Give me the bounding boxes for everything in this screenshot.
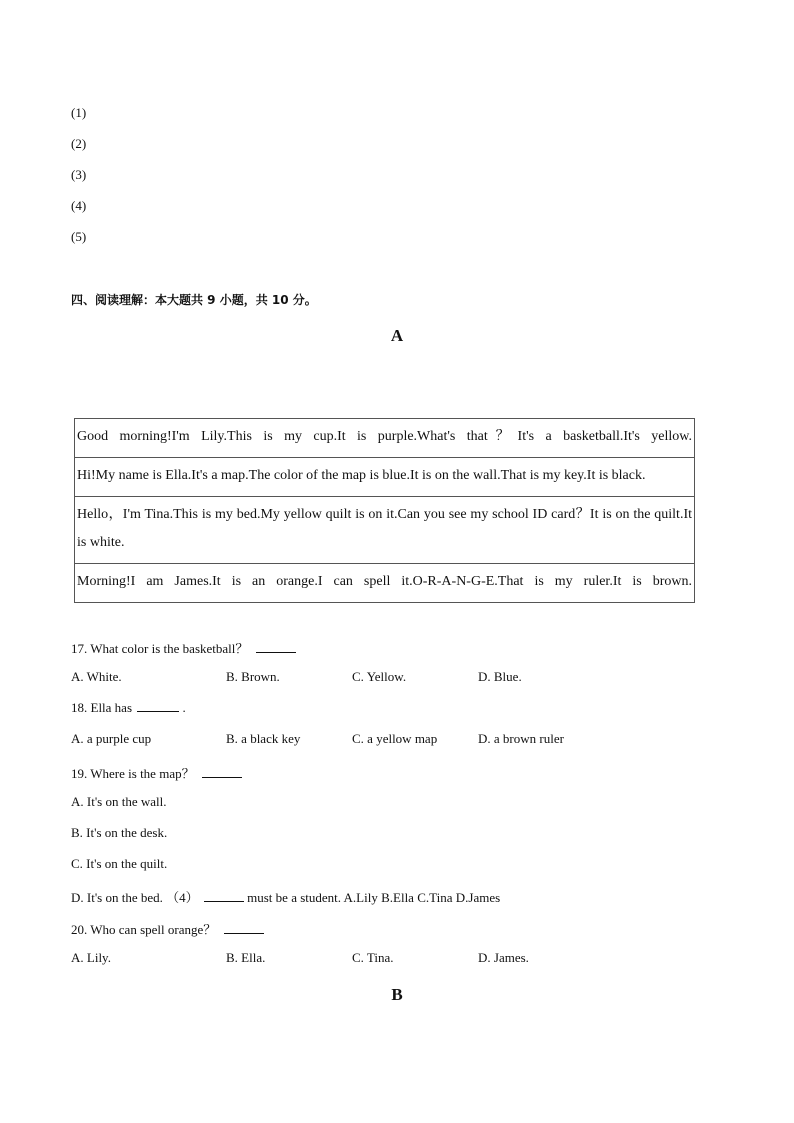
q18-option-d: D. a brown ruler	[478, 731, 564, 746]
embedded-question-4: must be a student. A.Lily B.Ella C.Tina D.James	[247, 890, 501, 905]
answer-blank	[256, 652, 296, 653]
passage-ella: Hi!My name is Ella.It's a map.The color of the map is blue.It is on the wall.That is my key.It is black.	[75, 458, 695, 497]
answer-blank	[224, 933, 264, 934]
question-18-period: .	[182, 700, 186, 715]
answer-blank	[202, 777, 242, 778]
answer-line-3: (3)	[71, 167, 87, 182]
q18-option-a: A. a purple cup	[71, 731, 152, 746]
question-17-stem: 17. What color is the basketball？	[71, 641, 249, 656]
question-19	[71, 763, 242, 782]
question-17	[71, 638, 296, 657]
q20-option-d: D. James.	[478, 950, 529, 965]
q19-option-a: A. It's on the wall.	[71, 794, 167, 809]
passage-b-heading: B	[391, 985, 403, 1004]
q17-option-d: D. Blue.	[478, 669, 522, 684]
answer-line-1: (1)	[71, 105, 87, 120]
q20-option-b: B. Ella.	[226, 950, 266, 965]
answer-line-5: (5)	[71, 229, 87, 244]
question-18-stem: 18. Ella has	[71, 700, 133, 715]
passage-a-heading: A	[390, 326, 404, 345]
question-20-stem: 20. Who can spell orange？	[71, 922, 217, 937]
q18-option-b: B. a black key	[226, 731, 301, 746]
q17-option-a: A. White.	[71, 669, 122, 684]
answer-blank	[137, 711, 179, 712]
answer-blank	[204, 901, 244, 902]
passage-table	[74, 418, 695, 603]
passage-tina: Hello，I'm Tina.This is my bed.My yellow quilt is on it.Can you see my school ID card？It is on the quilt.It is white.	[75, 497, 695, 564]
q19-option-d	[71, 887, 500, 906]
question-20	[71, 919, 264, 938]
q17-option-c: C. Yellow.	[352, 669, 407, 684]
question-18	[71, 700, 186, 716]
passage-lily: Good morning!I'm Lily.This is my cup.It is purple.What's that？It's a basketball.It's yellow.	[75, 419, 695, 458]
passage-row	[75, 419, 695, 458]
q19-option-c: C. It's on the quilt.	[71, 856, 168, 871]
q20-option-c: C. Tina.	[352, 950, 394, 965]
q17-option-b: B. Brown.	[226, 669, 280, 684]
answer-line-2: (2)	[71, 136, 87, 151]
q19-option-d-text: D. It's on the bed. （4）	[71, 890, 199, 905]
passage-row	[75, 497, 695, 564]
q18-option-c: C. a yellow map	[352, 731, 438, 746]
passage-row	[75, 458, 695, 497]
q19-option-b: B. It's on the desk.	[71, 825, 168, 840]
question-19-stem: 19. Where is the map？	[71, 766, 195, 781]
passage-james: Morning!I am James.It is an orange.I can spell it.O-R-A-N-G-E.That is my ruler.It is brown.	[75, 564, 695, 603]
passage-row	[75, 564, 695, 603]
section-title: 四、阅读理解：本大题共 9 小题，共 10 分。	[71, 293, 317, 307]
q20-option-a: A. Lily.	[71, 950, 111, 965]
answer-line-4: (4)	[71, 198, 87, 213]
